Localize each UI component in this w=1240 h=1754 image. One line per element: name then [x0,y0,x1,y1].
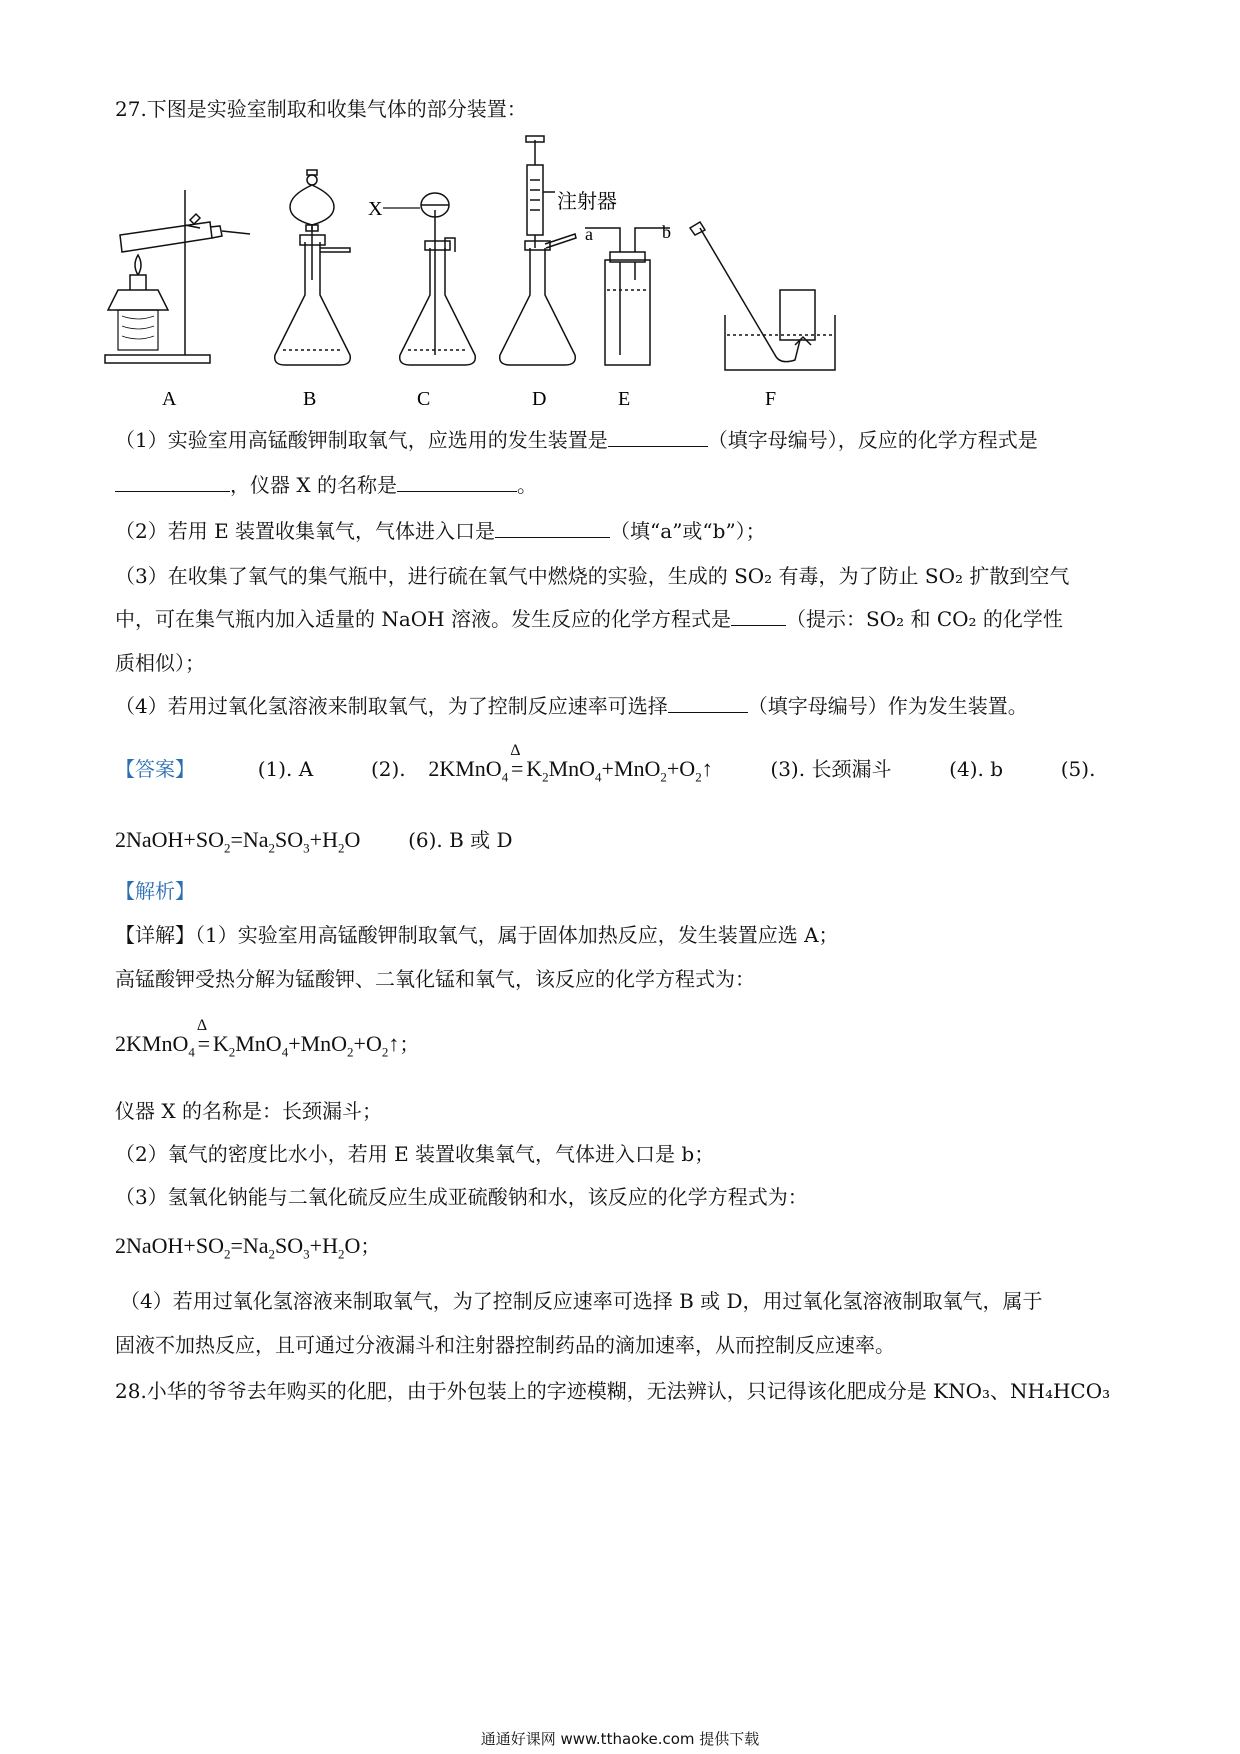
answer-line1: 【答案】 (1). A (2). 2KMnO$_4$ = Δ $K_2MnO_4+MnO_2+O_2↑$ (3). 长颈漏斗 (4). b (5). [115,742,1096,785]
answer-line2: $2NaOH+SO_2=Na_2SO_3+H_2O$ (6). B 或 D [115,827,513,856]
apparatus-b-icon [275,170,351,365]
apparatus-e-icon [585,228,670,365]
q27-part3-line2: 中，可在集气瓶内加入适量的 NaOH 溶液。发生反应的化学方程式是 （提示：SO₂ 和 CO₂ 的化学性 [115,607,1063,631]
question-28: 28.小华的爷爷去年购买的化肥，由于外包装上的字迹模糊，无法辨认，只记得该化肥成分是 KNO₃、NH₄HCO₃ [115,1379,1111,1403]
label-b: b [662,222,671,242]
apparatus-c-icon [400,193,476,365]
analysis-equation-kmno4: 2KMnO$_4$ = Δ $K_2MnO_4+MnO_2+O_2↑$； [115,1017,420,1060]
q27-part3-line1: （3）在收集了氧气的集气瓶中，进行硫在氧气中燃烧的实验，生成的 SO₂ 有毒，为了防止 SO₂ 扩散到空气 [115,564,1070,588]
apparatus-a-icon [105,190,250,363]
label-C: C [417,388,431,410]
label-a: a [585,224,593,244]
question-27-title: 27.下图是实验室制取和收集气体的部分装置： [115,97,527,121]
equation-naoh: $2NaOH+SO_2=Na_2SO_3+H_2O$ [115,827,361,856]
label-x: X [368,198,383,220]
apparatus-figure [100,130,860,415]
analysis-detail-6: （4）若用过氧化氢溶液来制取氧气，为了控制反应速率可选择 B 或 D，用过氧化氢溶液制取氧气，属于 [120,1289,1043,1313]
label-B: B [303,388,317,410]
analysis-detail-3: 仪器 X 的名称是：长颈漏斗； [115,1099,382,1123]
q27-part2: （2）若用 E 装置收集氧气，气体进入口是 （填“a”或“b”）； [115,519,766,543]
analysis-detail-7: 固液不加热反应，且可通过分液漏斗和注射器控制药品的滴加速率，从而控制反应速率。 [115,1333,895,1357]
label-D: D [532,388,547,410]
q27-part4: （4）若用过氧化氢溶液来制取氧气，为了控制反应速率可选择 （填字母编号）作为发生装置。 [115,694,1028,718]
apparatus-d-icon [500,136,576,365]
analysis-detail-5: （3）氢氧化钠能与二氧化硫反应生成亚硫酸钠和水，该反应的化学方程式为： [115,1185,808,1209]
label-E: E [618,388,631,410]
equation-kmno4: 2KMnO$_4$ = Δ $K_2MnO_4+MnO_2+O_2↑$ [428,742,713,785]
q27-part1-line2: ，仪器 X 的名称是 。 [115,471,1135,499]
footer: 通通好课网 www.tthaoke.com 提供下载 [480,1730,760,1748]
analysis-tag: 【解析】 [115,879,195,903]
label-F: F [765,388,777,410]
analysis-detail-2: 高锰酸钾受热分解为锰酸钾、二氧化锰和氧气，该反应的化学方程式为： [115,967,755,991]
analysis-equation-naoh: $2NaOH+SO_2=Na_2SO_3+H_2O$； [115,1233,381,1262]
analysis-detail-1: 【详解】（1）实验室用高锰酸钾制取氧气，属于固体加热反应，发生装置应选 A； [115,923,839,947]
q27-part3-line3: 质相似）； [115,651,205,675]
answer-tag: 【答案】 [115,757,195,781]
q27-part1-line1: （1）实验室用高锰酸钾制取氧气，应选用的发生装置是 （填字母编号），反应的化学方程式是 [115,428,1038,452]
label-syringe: 注射器 [557,191,617,213]
analysis-detail-4: （2）氧气的密度比水小，若用 E 装置收集氧气，气体进入口是 b； [115,1142,715,1166]
apparatus-f-icon [690,222,835,370]
label-A: A [162,388,177,410]
